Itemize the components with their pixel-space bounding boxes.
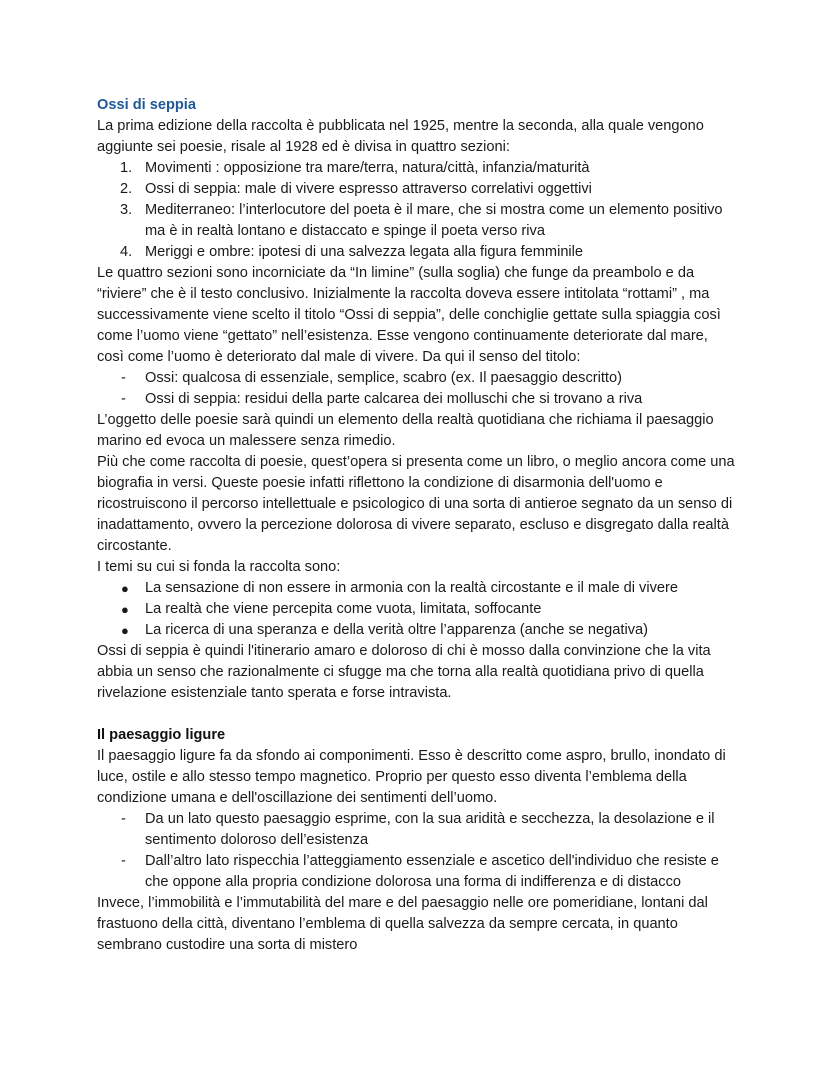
list-item-text: La realtà che viene percepita come vuota, limitata, soffocante <box>145 601 542 617</box>
list-item-text: Ossi: qualcosa di essenziale, semplice, scabro (ex. Il paesaggio descritto) <box>145 370 622 386</box>
paragraph-itinerary: Ossi di seppia è quindi l'itinerario amaro e doloroso di chi è mosso dalla convinzione che la vita abbia un senso che razionalmente ci sfugge ma che torna alla realtà quotidiana privo di quella rivelazione esistenziale tanto sperata e forse intravista. <box>97 643 711 701</box>
paragraph-sections-frame: Le quattro sezioni sono incorniciate da “In limine” (sulla soglia) che funge da preambolo e da “riviere” che è il testo conclusivo. Inizialmente la raccolta doveva essere intitolata “rottami” , ma successivamente viene scelto il titolo “Ossi di seppia”, delle conchiglie gettate sulla spiaggia così come l’uomo viene “gettato” nell’esistenza. Esse vengono continuamente deteriorate dal mare, così come l’uomo è deteriorato dal male di vivere. Da qui il senso del titolo: <box>97 265 721 365</box>
list-number: 1. <box>120 160 133 176</box>
list-item <box>97 851 737 893</box>
list-item <box>97 158 737 179</box>
paragraph-landscape: Il paesaggio ligure fa da sfondo ai componimenti. Esso è descritto come aspro, brullo, inondato di luce, ostile e allo stesso tempo magnetico. Proprio per questo esso diventa l’emblema della condizione umana e dell'oscillazione dei sentimenti dell’uomo. <box>97 748 726 806</box>
list-number: 4. <box>120 244 133 260</box>
dash-marker: - <box>121 853 126 869</box>
landscape-dash-list <box>97 809 737 893</box>
list-item-text: Mediterraneo: l’interlocutore del poeta è il mare, che si mostra come un elemento positivo ma è in realtà lontano e distaccato e spinge il poeta verso riva <box>145 202 723 239</box>
list-item-text: Da un lato questo paesaggio esprime, con la sua aridità e secchezza, la desolazione e il sentimento doloroso dell’esistenza <box>145 811 715 848</box>
list-number: 3. <box>120 202 133 218</box>
list-item <box>97 599 737 620</box>
dash-marker: - <box>121 811 126 827</box>
list-item <box>97 368 737 389</box>
title-meanings-dash-list <box>97 368 737 410</box>
dash-marker: - <box>121 391 126 407</box>
paragraph-object: L’oggetto delle poesie sarà quindi un elemento della realtà quotidiana che richiama il paesaggio marino ed evoca un malessere senza rimedio. <box>97 412 714 449</box>
section-title-ossi-di-seppia: Ossi di seppia <box>97 97 196 113</box>
list-item <box>97 389 737 410</box>
list-item-text: Ossi di seppia: residui della parte calcarea dei molluschi che si trovano a riva <box>145 391 643 407</box>
list-item-text: Ossi di seppia: male di vivere espresso attraverso correlativi oggettivi <box>145 181 592 197</box>
list-number: 2. <box>120 181 133 197</box>
list-item <box>97 809 737 851</box>
bullet-icon: ● <box>121 602 129 617</box>
list-item-text: Meriggi e ombre: ipotesi di una salvezza legata alla figura femminile <box>145 244 584 260</box>
paragraph-themes-intro: I temi su cui si fonda la raccolta sono: <box>97 559 341 575</box>
list-item-text: La ricerca di una speranza e della verità oltre l’apparenza (anche se negativa) <box>145 622 648 638</box>
list-item-text: Movimenti : opposizione tra mare/terra, natura/città, infanzia/maturità <box>145 160 590 176</box>
document-body <box>97 95 737 956</box>
list-item-text: Dall’altro lato rispecchia l’atteggiamento essenziale e ascetico dell'individuo che resiste e che oppone alla propria condizione dolorosa una forma di indifferenza e di distacco <box>145 853 719 890</box>
bullet-icon: ● <box>121 623 129 638</box>
list-item <box>97 242 737 263</box>
list-item <box>97 179 737 200</box>
list-item-text: La sensazione di non essere in armonia con la realtà circostante e il male di vivere <box>145 580 678 596</box>
dash-marker: - <box>121 370 126 386</box>
list-item <box>97 620 737 641</box>
themes-bullet-list <box>97 578 737 641</box>
paragraph-immobility: Invece, l’immobilità e l’immutabilità del mare e del paesaggio nelle ore pomeridiane, lontani dal frastuono della città, diventano l’emblema di quella salvezza da sempre cercata, in quanto sembrano custodire una sorta di mistero <box>97 895 708 953</box>
list-item <box>97 200 737 242</box>
intro-paragraph: La prima edizione della raccolta è pubblicata nel 1925, mentre la seconda, alla quale vengono aggiunte sei poesie, risale al 1928 ed è divisa in quattro sezioni: <box>97 118 704 155</box>
section-title-paesaggio-ligure: Il paesaggio ligure <box>97 727 226 743</box>
sections-numbered-list <box>97 158 737 263</box>
bullet-icon: ● <box>121 581 129 596</box>
paragraph-biography: Più che come raccolta di poesie, quest’opera si presenta come un libro, o meglio ancora come una biografia in versi. Queste poesie infatti riflettono la condizione di disarmonia dell'uomo e ricostruiscono il percorso intellettuale e psicologico di una sorta di antieroe segnato da un senso di inadattamento, ovvero la percezione dolorosa di vivere separato, escluso e disgregato dalla realtà circostante. <box>97 454 735 554</box>
list-item <box>97 578 737 599</box>
